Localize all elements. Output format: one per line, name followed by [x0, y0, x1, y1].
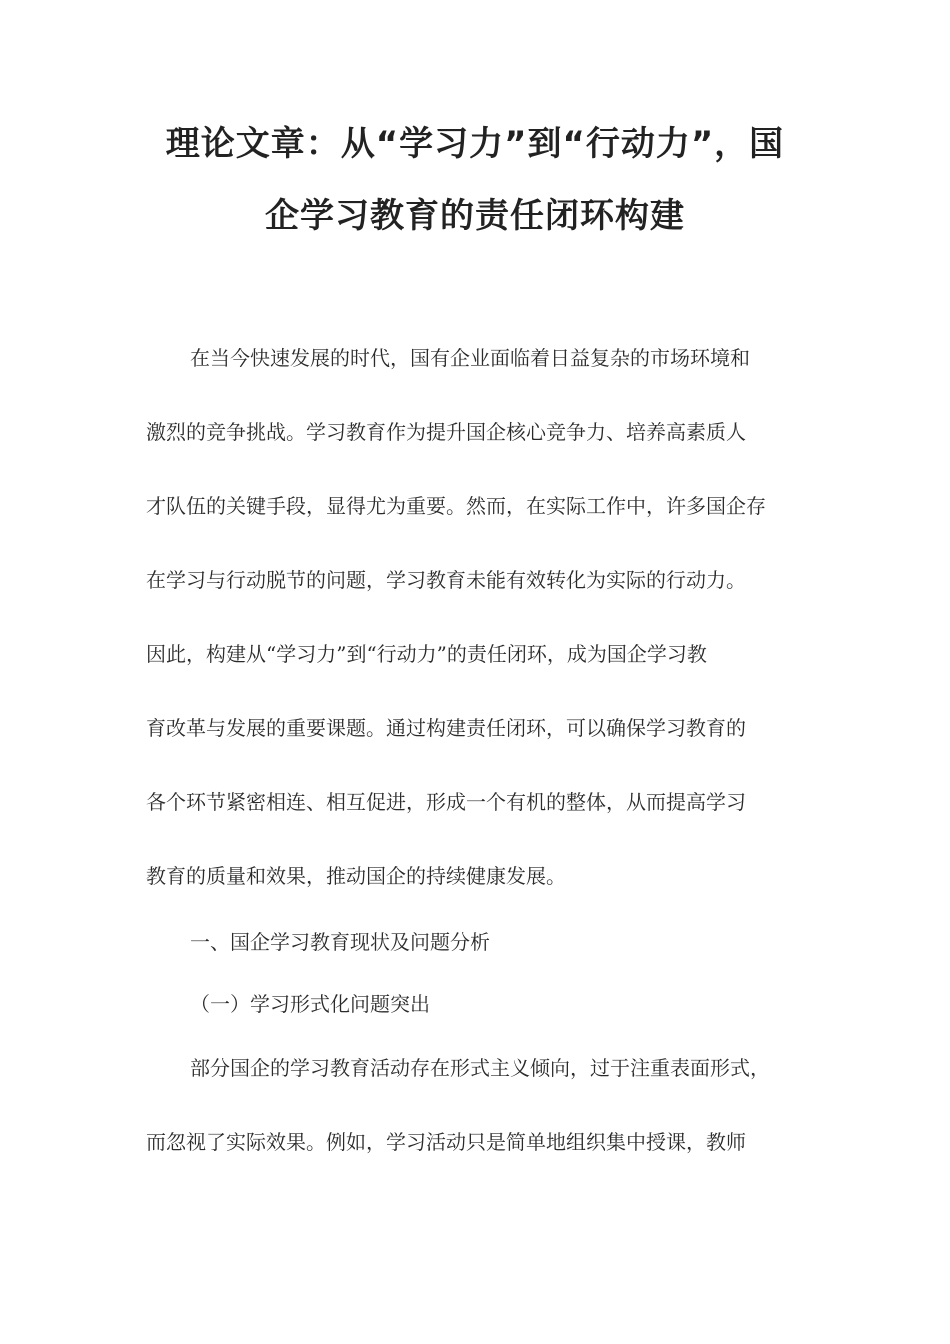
- paragraph-line: 激烈的竞争挑战。学习教育作为提升国企核心竞争力、培养高素质人: [146, 420, 746, 444]
- paragraph-line: 育改革与发展的重要课题。通过构建责任闭环，可以确保学习教育的: [146, 716, 746, 740]
- paragraph-line: 才队伍的关键手段，显得尤为重要。然而，在实际工作中，许多国企存: [146, 494, 766, 518]
- document-title-line-1: 理论文章：从“学习力”到“行动力”，国: [165, 124, 785, 164]
- section-heading: 一、国企学习教育现状及问题分析: [190, 930, 490, 954]
- subsection-heading: （一）学习形式化问题突出: [190, 992, 430, 1016]
- paragraph-line: 部分国企的学习教育活动存在形式主义倾向，过于注重表面形式，: [190, 1056, 770, 1080]
- document-title-line-2: 企学习教育的责任闭环构建: [265, 196, 685, 236]
- paragraph-line: 各个环节紧密相连、相互促进，形成一个有机的整体，从而提高学习: [146, 790, 746, 814]
- paragraph-line: 因此，构建从“学习力”到“行动力”的责任闭环，成为国企学习教: [146, 642, 707, 666]
- paragraph-line: 教育的质量和效果，推动国企的持续健康发展。: [146, 864, 566, 888]
- paragraph-line: 而忽视了实际效果。例如，学习活动只是简单地组织集中授课，教师: [146, 1130, 746, 1154]
- paragraph-line: 在学习与行动脱节的问题，学习教育未能有效转化为实际的行动力。: [146, 568, 746, 592]
- paragraph-line: 在当今快速发展的时代，国有企业面临着日益复杂的市场环境和: [190, 346, 750, 370]
